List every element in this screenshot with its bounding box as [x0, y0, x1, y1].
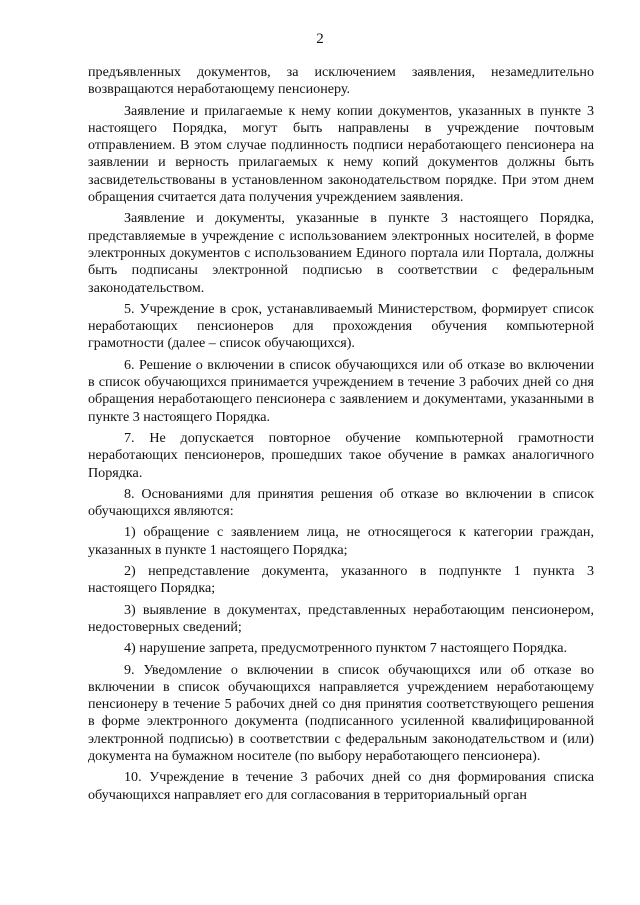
- paragraph-subitem-4: 4) нарушение запрета, предусмотренного пунктом 7 настоящего Порядка.: [124, 640, 568, 657]
- paragraph-subitem-2: 2) непредставление документа, указанного в подпункте 1 пункта 3 настоящего Порядка;: [88, 563, 594, 597]
- paragraph-continuation: предъявленных документов, за исключением заявления, незамедлительно возвращаются неработающему пенсионеру.: [88, 64, 594, 98]
- paragraph-item-9: 9. Уведомление о включении в список обучающихся или об отказе во включении в список обучающихся направляется учреждением неработающему пенсионеру в течение 5 рабочих дней со дня принятия соответствующего решения в форме электронного документа (подписанного усиленной квалифицированной электронной подписью) в соответствии с федеральным законодательством и (или) документа на бумажном носителе (по выбору неработающего пенсионера).: [88, 661, 594, 764]
- paragraph-item-10: 10. Учреждение в течение 3 рабочих дней со дня формирования списка обучающихся направляет его для согласования в территориальный орган: [88, 769, 594, 803]
- paragraph-item-8: 8. Основаниями для принятия решения об отказе во включении в список обучающихся являются:: [88, 485, 594, 520]
- paragraph-mail-submission: Заявление и прилагаемые к нему копии документов, указанных в пункте 3 настоящего Порядка, могут быть направлены в учреждение почтовым отправлением. В этом случае подлинность подписи неработающего пенсионера на заявлении и верность прилагаемых к нему копий документов должны быть засвидетельствованы в установленном законодательством порядке. При этом днем обращения считается дата получения учреждением заявления.: [88, 102, 594, 206]
- paragraph-item-7: 7. Не допускается повторное обучение компьютерной грамотности неработающих пенсионеров, прошедших такое обучение в рамках аналогичного Порядка.: [88, 429, 594, 481]
- paragraph-subitem-3: 3) выявление в документах, представленных неработающим пенсионером, недостоверных сведений;: [88, 601, 594, 635]
- paragraph-item-5: 5. Учреждение в срок, устанавливаемый Министерством, формирует список неработающих пенсионеров для прохождения обучения компьютерной грамотности (далее – список обучающихся).: [88, 300, 594, 352]
- page-number: 2: [316, 31, 324, 47]
- paragraph-item-6: 6. Решение о включении в список обучающихся или об отказе во включении в список обучающихся принимается учреждением в течение 3 рабочих дней со дня обращения неработающего пенсионера с заявлением и документами, указанными в пункте 3 настоящего Порядка.: [88, 356, 594, 425]
- paragraph-electronic-submission: Заявление и документы, указанные в пункте 3 настоящего Порядка, представляемые в учреждение с использованием электронных носителей, в форме электронных документов с использованием Единого портала или Портала, должны быть подписаны электронной подписью в соответствии с федеральным законодательством.: [88, 210, 594, 296]
- paragraph-subitem-1: 1) обращение с заявлением лица, не относящегося к категории граждан, указанных в пункте 1 настоящего Порядка;: [88, 524, 594, 558]
- document-body: [88, 64, 594, 808]
